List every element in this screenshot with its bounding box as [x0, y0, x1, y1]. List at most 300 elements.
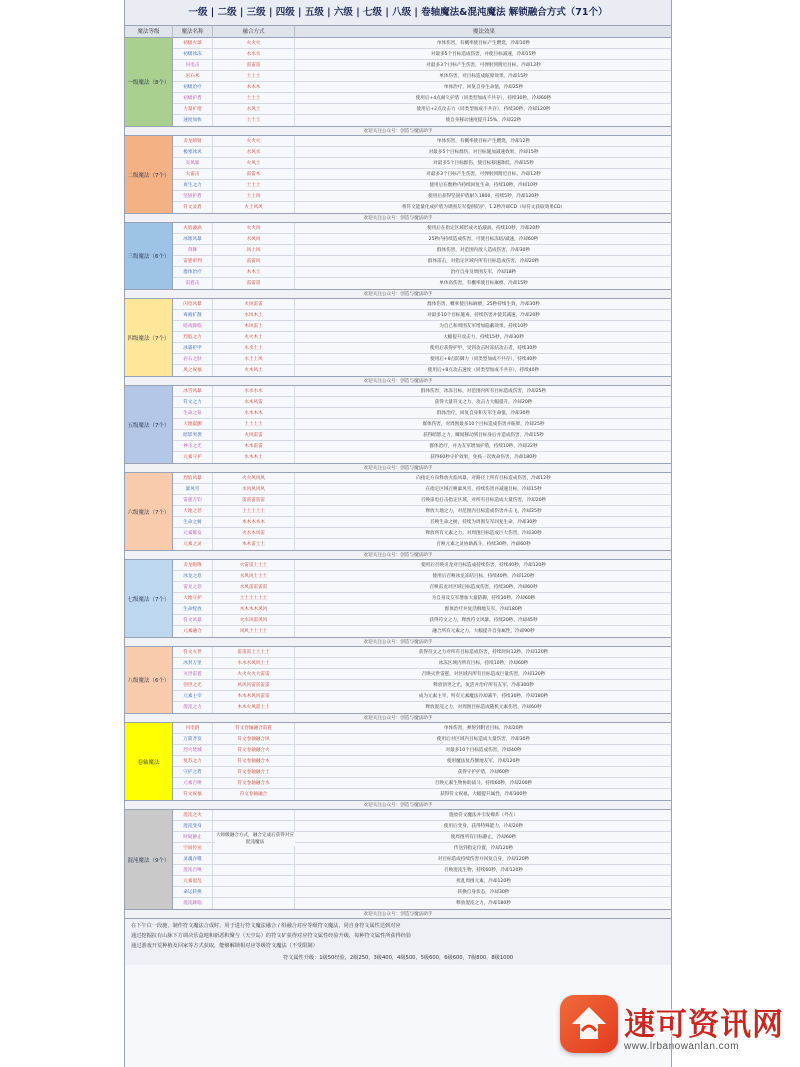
table-row: [173, 626, 672, 637]
section-label: 卷轴魔法: [125, 723, 173, 800]
spell-formula: 雷雷雷雷雷: [213, 495, 295, 505]
table-row: [173, 158, 672, 169]
spell-formula: 土土土: [213, 115, 295, 126]
follow-note: 欢迎关注公众号：创造与魔法助手: [125, 464, 671, 473]
spell-formula: 雷雷雷: [213, 278, 295, 289]
spell-formula: 风土风: [213, 245, 295, 255]
section-rows: [173, 223, 672, 289]
table-row: [173, 408, 672, 419]
spell-effect: 召唤雷电打击指定区域，对所有目标造成大量伤害，冷却20秒: [295, 495, 672, 505]
section-label: 五级魔法（7个）: [125, 386, 173, 463]
rune-levels: 符文属性升级：1级50经验，2级250，3级400，4级500，5级600，6级600，7级800，8级1000: [282, 955, 514, 961]
spell-formula: 土土土: [213, 93, 295, 103]
table-row: [173, 93, 672, 104]
spell-name: 大地震颤: [173, 419, 213, 429]
spell-name: 暗夜降临: [173, 321, 213, 331]
spell-formula: 水风雷雷雷雷: [213, 582, 295, 592]
spell-effect: 召唤混沌生物，持续60秒，冷却120秒: [295, 865, 672, 875]
table-row: [173, 767, 672, 778]
follow-note: 欢迎关注公众号：创造与魔法助手: [125, 910, 671, 919]
spell-effect: 使用后变身，获得特殊能力，冷却20秒: [295, 821, 672, 831]
spell-effect: 使用后+4点耐久护盾（同类型加成不共存），持续30秒，冷却60秒: [295, 93, 672, 103]
table-row: [173, 484, 672, 495]
spell-effect: 使用后召唤冰龙冻结目标，持续40秒，冷却120秒: [295, 571, 672, 581]
spell-formula: 木木木: [213, 82, 295, 92]
spell-name: 符文灭世: [173, 647, 213, 657]
spell-formula: 火火风: [213, 223, 295, 233]
spell-formula: 木木雷雷: [213, 441, 295, 451]
table-row: [173, 517, 672, 528]
spell-formula: 火火风风风: [213, 473, 295, 483]
spell-name: 风之祝福: [173, 365, 213, 376]
spell-name: 速度加快: [173, 115, 213, 126]
spell-name: 混沌降临: [173, 898, 213, 909]
spell-effect: 获得大量符文之力，攻击力大幅提升，冷却20秒: [295, 397, 672, 407]
spell-effect: 对最多5个目标造成伤害，并使目标减速，冷却15秒: [295, 49, 672, 59]
spell-formula: 火火火: [213, 136, 295, 146]
spell-effect: 群体伤害，对周围最多10个目标造成伤害并眩晕，冷却25秒: [295, 419, 672, 429]
table-row: [173, 821, 672, 832]
spell-formula: 火风雷雷: [213, 299, 295, 309]
table-row: [173, 887, 672, 898]
spell-formula: 符文卷轴融合水: [213, 778, 295, 788]
site-logo-icon: [560, 995, 618, 1053]
spell-name: 冰龙之息: [173, 571, 213, 581]
spell-formula: 木木木木木: [213, 517, 295, 527]
spell-effect: 获得守护护盾，冷却60秒: [295, 767, 672, 777]
spell-name: 烈火焚城: [173, 745, 213, 755]
spell-effect: 使用后在数秒内持续回复生命，持续10秒，冷却10秒: [295, 180, 672, 190]
spell-formula: [213, 821, 295, 831]
footer-line-2: 通过挖掘抗有山脉下方调决乐盒地和新恶积聚与（天空岛）的符文矿获得对应符文属性经验升级，每种符文属性所获得经验: [131, 933, 412, 939]
follow-note: 欢迎关注公众号：创造与魔法助手: [125, 127, 671, 136]
table-row: [173, 354, 672, 365]
spell-name: 群体治疗: [173, 267, 213, 277]
spell-formula: 符文卷轴融合木: [213, 756, 295, 766]
spell-name: 烈焰之力: [173, 332, 213, 342]
spell-formula: 水水水水: [213, 386, 295, 396]
spell-formula: 土土土: [213, 180, 295, 190]
spell-effect: 使用后+2点攻击力（同类型加成不共存），持续30秒，冷却120秒: [295, 104, 672, 114]
table-header: [125, 26, 671, 38]
table-row: [173, 604, 672, 615]
magic-section: [125, 223, 671, 290]
spell-name: 闪电击: [173, 60, 213, 70]
table-row: [173, 234, 672, 245]
spell-effect: 使用后召唤炎龙对目标造成持续伤害，持续40秒，冷却120秒: [295, 560, 672, 570]
spell-formula: 符文卷轴融合: [213, 789, 295, 800]
spell-effect: 对最多10个目标施毒，持续伤害并使其减速，冷却20秒: [295, 310, 672, 320]
spell-formula: 火风雷雷: [213, 430, 295, 440]
spell-formula: [213, 898, 295, 909]
spell-formula: 符文卷轴融合土: [213, 767, 295, 777]
section-rows: [173, 810, 672, 909]
spell-effect: 召唤元素生物协助战斗，持续60秒，冷却200秒: [295, 778, 672, 788]
spell-formula: 水木木土: [213, 452, 295, 463]
spell-name: 万箭齐发: [173, 734, 213, 744]
spell-effect: 单体伤害，有概率使目标产生燃烧，冷却10秒: [295, 38, 672, 48]
spell-formula: 火风土: [213, 158, 295, 168]
spell-name: 神圣之光: [173, 441, 213, 451]
spell-effect: 使用后在指定区域形成火焰漩涡，持续10秒，冷却20秒: [295, 223, 672, 233]
table-row: [173, 571, 672, 582]
table-row: [173, 202, 672, 213]
table-row: [173, 430, 672, 441]
spell-effect: 群体伤害，对范围内敌人造成伤害，冷却30秒: [295, 245, 672, 255]
spell-name: 暗影突袭: [173, 430, 213, 440]
spell-formula: [213, 887, 295, 897]
follow-note: 欢迎关注公众号：创造与魔法助手: [125, 377, 671, 386]
spell-formula: [213, 876, 295, 886]
table-row: [173, 256, 672, 267]
spell-name: 初级治疗: [173, 82, 213, 92]
table-row: [173, 898, 672, 909]
section-rows: [173, 386, 672, 463]
magic-fusion-table: [124, 0, 672, 1067]
spell-effect: 单体伤害，对目标造成眩晕效果，冷却15秒: [295, 71, 672, 81]
spell-name: 雷霆审判: [173, 256, 213, 266]
table-row: [173, 582, 672, 593]
spell-formula: 水风风土土土: [213, 571, 295, 581]
spell-formula: 火水风雷风风: [213, 615, 295, 625]
table-row: [173, 680, 672, 691]
spell-effect: 使用后+8点防御力（同类型加成不共存），持续40秒: [295, 354, 672, 364]
spell-effect: 对最多3个目标产生伤害，可弹射到附近目标，冷却12秒: [295, 60, 672, 70]
table-row: [173, 854, 672, 865]
spell-effect: 对最多10个目标造成伤害，冷却40秒: [295, 745, 672, 755]
spell-effect: 召唤生命之树，持续为周围友军回复生命，冷却30秒: [295, 517, 672, 527]
spell-name: 初级冰冻: [173, 49, 213, 59]
table-row: [173, 745, 672, 756]
spell-name: 大地之怒: [173, 506, 213, 516]
section-label: 八级魔法（6个）: [125, 647, 173, 713]
spell-effect: 对最多3个目标产生伤害，可弹射到附近目标，冷却12秒: [295, 169, 672, 179]
section-label: 二级魔法（7个）: [125, 136, 173, 213]
spell-formula: 火土风风: [213, 202, 295, 213]
spell-effect: 单体高伤害，有概率使目标麻痹，冷却15秒: [295, 278, 672, 289]
section-label: 七级魔法（7个）: [125, 560, 173, 637]
spell-effect: 召唤雷龙对区域目标造成伤害，持续30秒，冷却60秒: [295, 582, 672, 592]
follow-note: 欢迎关注公众号：创造与魔法助手: [125, 801, 671, 810]
spell-name: 雷龙之怒: [173, 582, 213, 592]
spell-name: 冰封万里: [173, 658, 213, 668]
spell-name: 元素爆发: [173, 528, 213, 538]
table-row: [173, 365, 672, 376]
table-row: [173, 647, 672, 658]
spell-name: 元素主宰: [173, 691, 213, 701]
spell-effect: 转换自身状态，冷却30秒: [295, 887, 672, 897]
follow-note: 欢迎关注公众号：创造与魔法助手: [125, 290, 671, 299]
spell-name: 闪电链: [173, 723, 213, 733]
spell-effect: 大幅提升攻击力，持续15秒，冷却30秒: [295, 332, 672, 342]
sections-container: [125, 38, 671, 919]
table-row: [173, 343, 672, 354]
spell-name: 生命之泉: [173, 408, 213, 418]
spell-effect: 单体伤害，弹射到附近目标，冷却20秒: [295, 723, 672, 733]
magic-section: [125, 299, 671, 377]
spell-effect: 召唤元素之灵协助战斗，持续30秒，冷却60秒: [295, 539, 672, 550]
spell-name: 符文风暴: [173, 615, 213, 625]
table-row: [173, 136, 672, 147]
table-row: [173, 691, 672, 702]
spell-name: 混沌之火: [173, 810, 213, 820]
spell-effect: 释放大地之力，对范围内目标造成伤害并击飞，冷却25秒: [295, 506, 672, 516]
table-row: [173, 734, 672, 745]
spell-effect: 使周围所有目标静止，冷却60秒: [295, 832, 672, 842]
magic-section: [125, 723, 671, 801]
table-row: [173, 191, 672, 202]
spell-effect: 获得符文祝福，大幅提升属性，冷却300秒: [295, 789, 672, 800]
table-row: [173, 147, 672, 158]
table-row: [173, 310, 672, 321]
table-row: [173, 169, 672, 180]
spell-effect: 使用后对区域内目标造成大量伤害，冷却30秒: [295, 734, 672, 744]
spell-effect: 单体伤害，有概率使目标产生燃烧，冷却12秒: [295, 136, 672, 146]
spell-name: 生命之树: [173, 517, 213, 527]
table-row: [173, 452, 672, 463]
spell-formula: 符文卷轴融合雷霆: [213, 723, 295, 733]
table-row: [173, 778, 672, 789]
table-row: [173, 876, 672, 887]
spell-effect: 获得符文之力对所有目标造成伤害，持续时间12秒，冷却120秒: [295, 647, 672, 657]
spell-formula: 火雷雷土土土: [213, 560, 295, 570]
spell-effect: 对目标造成持续伤害并回复自身，冷却120秒: [295, 854, 672, 864]
table-row: [173, 82, 672, 93]
spell-name: 混沌变身: [173, 821, 213, 831]
section-rows: [173, 647, 672, 713]
spell-name: 混沌之力: [173, 702, 213, 713]
section-label: 一级魔法（8个）: [125, 38, 173, 126]
table-row: [173, 60, 672, 71]
spell-name: 创世之光: [173, 680, 213, 690]
spell-name: 冰雪风暴: [173, 386, 213, 396]
section-label: 三级魔法（6个）: [125, 223, 173, 289]
spell-name: 元素混乱: [173, 876, 213, 886]
footer-notes: [125, 919, 671, 965]
spell-effect: 为自己和周围友军增加隐蔽效果，持续10秒: [295, 321, 672, 331]
table-row: [173, 593, 672, 604]
spell-effect: 为自身及友军增加大量防御，持续30秒，冷却60秒: [295, 593, 672, 603]
spell-effect: 释放所有元素之力，对周围目标造成巨大伤害，冷却30秒: [295, 528, 672, 538]
table-row: [173, 506, 672, 517]
spell-effect: 群体伤害，冰冻目标，对范围内所有目标造成伤害，冷却25秒: [295, 386, 672, 396]
spell-name: 命运转换: [173, 887, 213, 897]
table-row: [173, 180, 672, 191]
section-rows: [173, 723, 672, 800]
spell-formula: 土土土土土: [213, 506, 295, 516]
spell-effect: 融合所有元素之力，大幅提升自身属性，冷却90秒: [295, 626, 672, 637]
spell-name: 炎风暴: [173, 158, 213, 168]
spell-formula: 水木风雷: [213, 397, 295, 407]
spell-name: 元素召唤: [173, 778, 213, 788]
spell-formula: 水水水: [213, 49, 295, 59]
table-row: [173, 658, 672, 669]
table-row: [173, 71, 672, 82]
follow-note: 欢迎关注公众号：创造与魔法助手: [125, 551, 671, 560]
table-row: [173, 756, 672, 767]
spell-formula: 火水木风雷: [213, 528, 295, 538]
spell-name: 空间传送: [173, 843, 213, 853]
spell-effect: 冰冻区域内所有目标，持续10秒，冷却60秒: [295, 658, 672, 668]
header-name: 魔法名称: [173, 26, 213, 38]
spell-effect: 使用后获得坚固护盾耐久1800，持续5秒，冷却120秒: [295, 191, 672, 201]
spell-effect: 释放混沌之力，对周围目标造成随机元素伤害，冷却60秒: [295, 702, 672, 713]
footer-line-1: 在下午白一段施，制作符文魔法合成时，用于进行符文魔法融合 / 组融合对应等级符文魔法，同自身符文属性达到对应: [131, 923, 401, 929]
spell-name: 元素守护: [173, 452, 213, 463]
spell-formula: [213, 810, 295, 820]
table-row: [173, 38, 672, 49]
header-formula: 融合方式: [213, 26, 295, 38]
spell-name: 炎龙咆哮: [173, 560, 213, 570]
spell-formula: 土土土土: [213, 419, 295, 429]
spell-effect: 对最多5个目标群伤，使目标移速降低，冷却15秒: [295, 158, 672, 168]
spell-formula: 木木木风风雷雷: [213, 691, 295, 701]
spell-formula: 水土土风: [213, 354, 295, 364]
table-row: [173, 397, 672, 408]
spell-effect: 释放混沌之力，冷却180秒: [295, 898, 672, 909]
spell-name: 生命绽放: [173, 604, 213, 614]
spell-effect: 使用后+8点攻击速度（同类型加成不共存），持续40秒: [295, 365, 672, 376]
spell-formula: 木木土: [213, 267, 295, 277]
spell-effect: 获得符文之力，释放符文风暴，持续20秒，冷却45秒: [295, 615, 672, 625]
spell-name: 元素融合: [173, 626, 213, 637]
spell-name: 雷霆万钧: [173, 495, 213, 505]
spell-effect: 传送到指定位置，冷却120秒: [295, 843, 672, 853]
section-label: 混沌魔法（9个）: [125, 810, 173, 909]
table-row: [173, 528, 672, 539]
table-row: [173, 615, 672, 626]
spell-name: 符文灵盾: [173, 202, 213, 213]
table-row: [173, 386, 672, 397]
spell-formula: 雷雷风: [213, 256, 295, 266]
spell-name: 灵魂吞噬: [173, 854, 213, 864]
spell-effect: 成为元素主宰，所有元素魔法冷却减半，持续30秒，冷却180秒: [295, 691, 672, 701]
spell-name: 灭世雷霆: [173, 669, 213, 679]
spell-name: 雷霆击: [173, 278, 213, 289]
magic-section: [125, 647, 671, 714]
table-row: [173, 865, 672, 876]
spell-name: 初级护盾: [173, 93, 213, 103]
spell-effect: 群体雷击，对指定区域内所有目标造成伤害，冷却20秒: [295, 256, 672, 266]
spell-formula: 水风木土: [213, 310, 295, 320]
table-row: [173, 560, 672, 571]
table-row: [173, 104, 672, 115]
spell-formula: 水风风风风: [213, 484, 295, 494]
table-row: [173, 223, 672, 234]
table-row: [173, 299, 672, 310]
spell-formula: 木木火风雷土土: [213, 702, 295, 713]
section-rows: [173, 38, 672, 126]
spell-effect: 治疗自身及周围友军，冷却18秒: [295, 267, 672, 277]
spell-formula: 符文卷轴融合火: [213, 745, 295, 755]
spell-name: 力量扩增: [173, 104, 213, 114]
section-rows: [173, 473, 672, 550]
section-label: 六级魔法（7个）: [125, 473, 173, 550]
spell-name: 岩石之肤: [173, 354, 213, 364]
spell-formula: 符文卷轴融合风: [213, 734, 295, 744]
spell-name: 混沌召唤: [173, 865, 213, 875]
spell-effect: 使用后获得护甲，受到攻击时冻结攻击者，持续30秒: [295, 343, 672, 353]
section-rows: [173, 560, 672, 637]
spell-effect: 释放创世之光，复活并治疗所有友军，冷却300秒: [295, 680, 672, 690]
spell-formula: 水风风: [213, 234, 295, 244]
table-row: [173, 810, 672, 821]
spell-formula: 土土土: [213, 71, 295, 81]
spell-effect: 施放符文魔法并引发爆炸（外在）: [295, 810, 672, 820]
table-row: [173, 267, 672, 278]
spell-formula: 火木风土: [213, 365, 295, 376]
spell-effect: 在指定区域召唤暴风雪，持续伤害并减速目标，冷却15秒: [295, 484, 672, 494]
chaos-formula: 大师级融合方式，融合完成后获得对应混沌魔法: [215, 833, 295, 845]
spell-formula: 水木木木: [213, 408, 295, 418]
spell-effect: 群体治疗，回复自身和友军生命值，冷却30秒: [295, 408, 672, 418]
spell-name: 符文祝福: [173, 789, 213, 800]
spell-name: 极寒冰风: [173, 147, 213, 157]
spell-name: 冰霜护甲: [173, 343, 213, 353]
table-row: [173, 115, 672, 126]
follow-note: 欢迎关注公众号：创造与魔法助手: [125, 714, 671, 723]
spell-effect: 将符文能量化成护盾为周围友军提供防护，1.2秒冷却CD（每符文获取效果CD）: [295, 202, 672, 213]
spell-formula: 火火火: [213, 38, 295, 48]
table-row: [173, 332, 672, 343]
spell-effect: 使自身移动速度提升15%，冷却22秒: [295, 115, 672, 126]
spell-formula: 木风雷土: [213, 321, 295, 331]
spell-formula: 火火火火大雷雷: [213, 669, 295, 679]
spell-name: 暴风雪: [173, 484, 213, 494]
section-rows: [173, 299, 672, 376]
spell-name: 闪电风暴: [173, 299, 213, 309]
spell-formula: 木木木木风风: [213, 604, 295, 614]
magic-section: [125, 473, 671, 551]
magic-section: [125, 560, 671, 638]
spell-effect: 单体治疗，回复自身生命值，冷却25秒: [295, 82, 672, 92]
spell-name: 冰锥风暴: [173, 234, 213, 244]
spell-formula: 土土风: [213, 191, 295, 201]
spell-formula: [213, 854, 295, 864]
spell-formula: 水水土土: [213, 343, 295, 353]
spell-name: 大地守护: [173, 593, 213, 603]
spell-name: 烈焰风暴: [173, 473, 213, 483]
spell-effect: 对最多5个目标群伤，对目标施加减速效果，冷却15秒: [295, 147, 672, 157]
spell-name: 毒液扩散: [173, 310, 213, 320]
spell-effect: 向指定方向释放火焰风暴，对路径上所有目标造成伤害，冷却12秒: [295, 473, 672, 483]
table-row: [173, 441, 672, 452]
magic-section: [125, 810, 671, 910]
site-url: www.lrbanowanlan.com: [624, 1041, 740, 1052]
follow-note: 欢迎关注公众号：创造与魔法助手: [125, 214, 671, 223]
spell-formula: 雷雷雷: [213, 60, 295, 70]
spell-name: 炎龙喷射: [173, 136, 213, 146]
spell-effect: 群体治疗，并为友军增加护盾，持续10秒，冷却22秒: [295, 441, 672, 451]
table-row: [173, 49, 672, 60]
spell-name: 火焰漩涡: [173, 223, 213, 233]
table-row: [173, 321, 672, 332]
spell-effect: 群体伤害，概率使目标麻痹，25秒持续生效，冷却30秒: [295, 299, 672, 309]
spell-name: 时间静止: [173, 832, 213, 842]
magic-section: [125, 38, 671, 127]
table-row: [173, 245, 672, 256]
table-row: [173, 789, 672, 800]
spell-formula: 风风风雷雷雷雷: [213, 680, 295, 690]
site-name: 速可资讯网: [624, 1007, 784, 1043]
spell-name: 剑舞: [173, 245, 213, 255]
magic-section: [125, 136, 671, 214]
spell-effect: 获得60秒守护效果，免疫一次致命伤害，冷却180秒: [295, 452, 672, 463]
spell-name: 复苏之力: [173, 756, 213, 766]
spell-name: 符文之力: [173, 397, 213, 407]
table-row: [173, 702, 672, 713]
spell-name: 岩石术: [173, 71, 213, 81]
